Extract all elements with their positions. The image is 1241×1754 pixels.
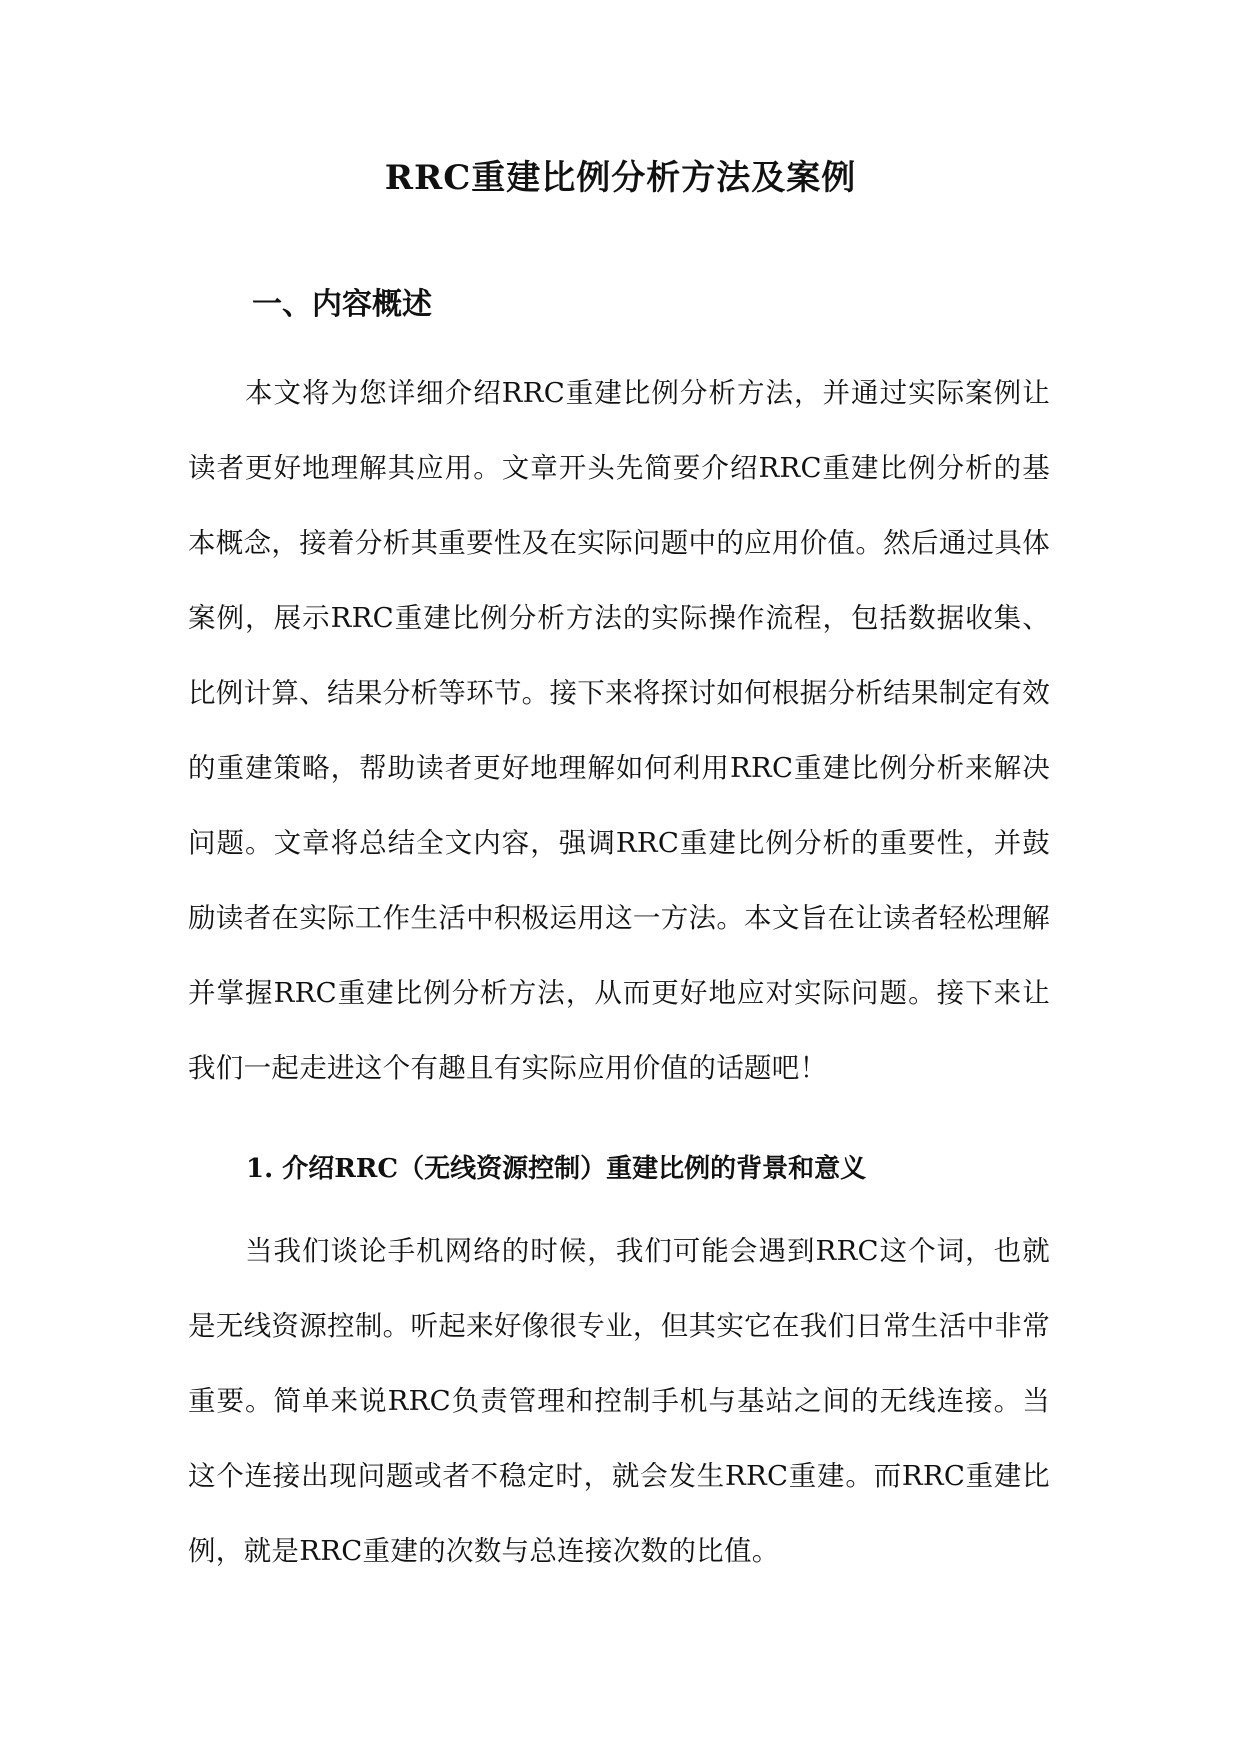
overview-paragraph: 本文将为您详细介绍RRC重建比例分析方法，并通过实际案例让读者更好地理解其应用。文章开头先简要介绍RRC重建比例分析的基本概念，接着分析其重要性及在实际问题中的应用价值。然后通过具体案例，展示RRC重建比例分析方法的实际操作流程，包括数据收集、比例计算、结果分析等环节。接下来将探讨如何根据分析结果制定有效的重建策略，帮助读者更好地理解如何利用RRC重建比例分析来解决问题。文章将总结全文内容，强调RRC重建比例分析的重要性，并鼓励读者在实际工作生活中积极运用这一方法。本文旨在让读者轻松理解并掌握RRC重建比例分析方法，从而更好地应对实际问题。接下来让我们一起走进这个有趣且有实际应用价值的话题吧！ (188, 377, 1050, 1084)
document-title: RRC重建比例分析方法及案例 (384, 158, 857, 198)
section-heading-overview: 一、内容概述 (252, 287, 432, 322)
background-paragraph: 当我们谈论手机网络的时候，我们可能会遇到RRC这个词，也就是无线资源控制。听起来好像很专业，但其实它在我们日常生活中非常重要。简单来说RRC负责管理和控制手机与基站之间的无线连接。当这个连接出现问题或者不稳定时，就会发生RRC重建。而RRC重建比例，就是RRC重建的次数与总连接次数的比值。 (188, 1235, 1050, 1567)
subsection-heading-background: 1. 介绍RRC（无线资源控制）重建比例的背景和意义 (246, 1154, 867, 1184)
